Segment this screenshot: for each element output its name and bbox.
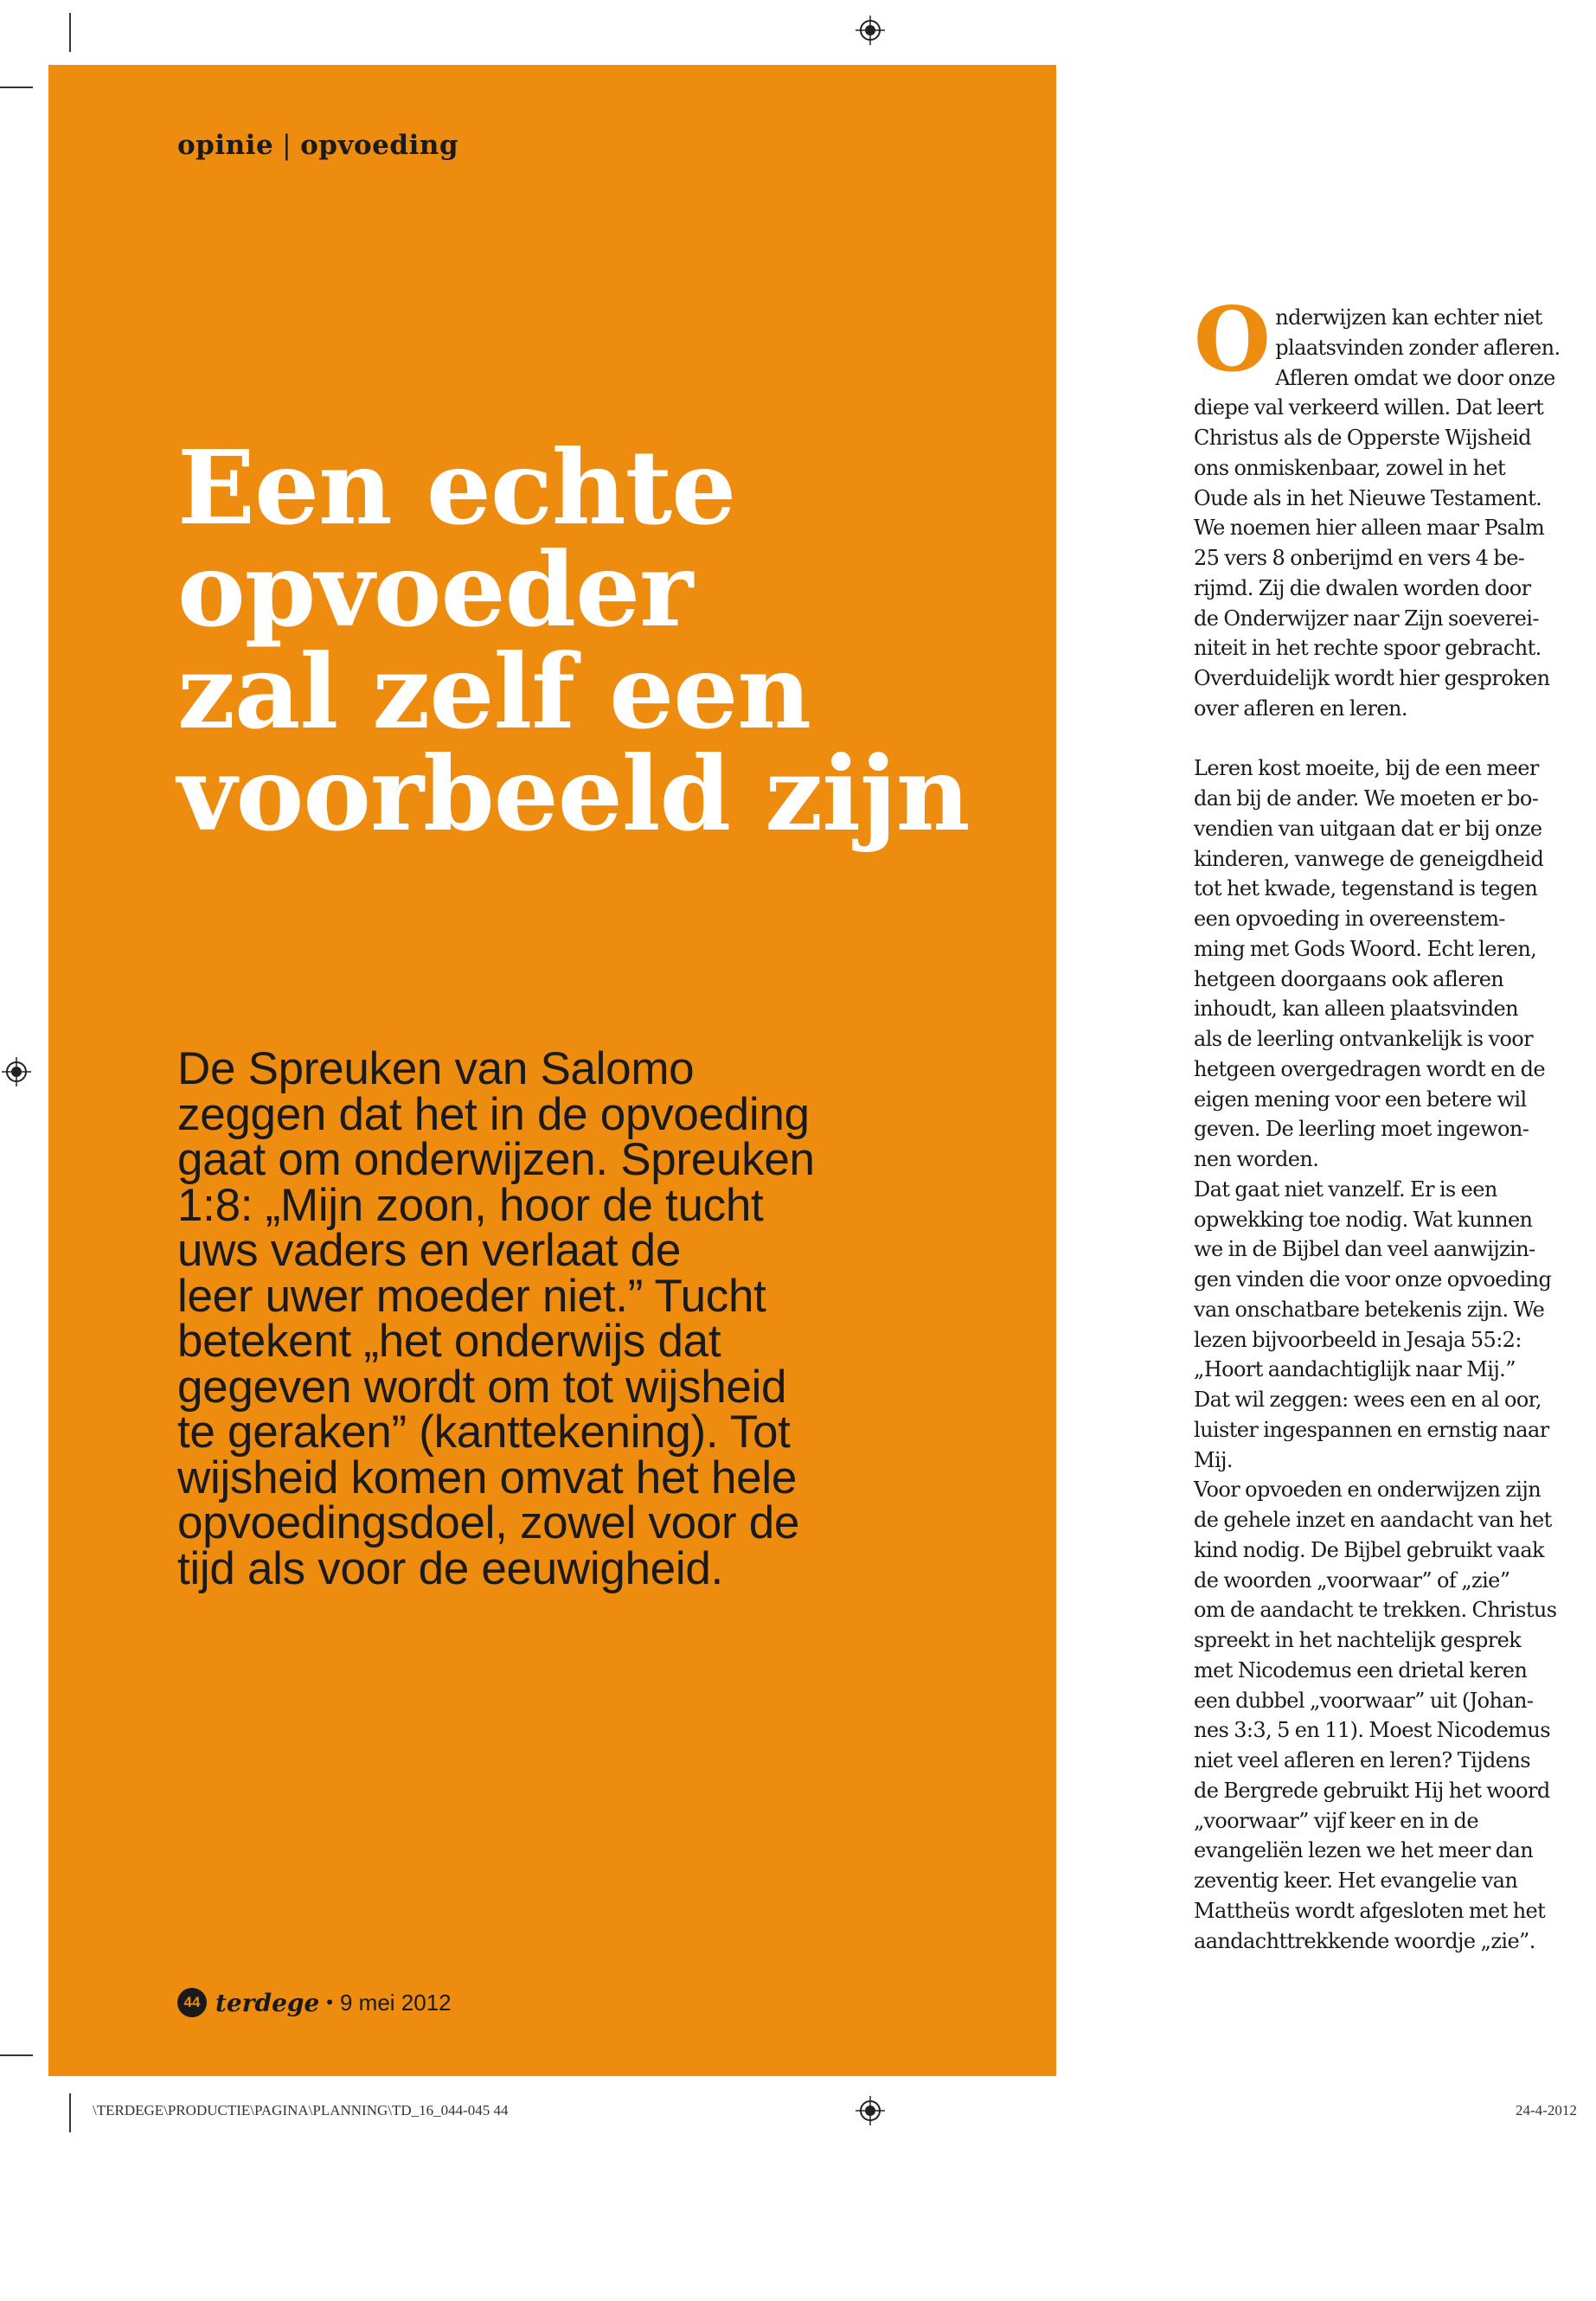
body-line: Leren kost moeite, bij de een meer xyxy=(1194,756,1539,781)
headline-line: voorbeeld zijn xyxy=(177,734,970,854)
body-line: Mattheüs wordt afgesloten met het xyxy=(1194,1898,1546,1923)
lead-line: betekent „het onderwijs dat xyxy=(177,1316,721,1367)
lead-line: leer uwer moeder niet.” Tucht xyxy=(177,1270,766,1322)
body-line: een dubbel „voorwaar” uit (Johan- xyxy=(1194,1688,1534,1713)
body-line: inhoudt, kan alleen plaatsvinden xyxy=(1194,997,1518,1022)
print-slug-path: \TERDEGE\PRODUCTIE\PAGINA\PLANNING\TD_16_044-045 44 xyxy=(93,2102,509,2118)
body-line: geven. De leerling moet ingewon- xyxy=(1194,1117,1529,1142)
section-label xyxy=(177,130,458,161)
body-line: hetgeen overgedragen wordt en de xyxy=(1194,1056,1545,1081)
body-line: nen worden. xyxy=(1194,1147,1319,1171)
body-line: Christus als de Opperste Wijsheid xyxy=(1194,426,1531,450)
body-line: de gehele inzet en aandacht van het xyxy=(1194,1508,1552,1532)
lead-paragraph xyxy=(177,1043,939,1594)
body-line: van onschatbare betekenis zijn. We xyxy=(1194,1297,1545,1322)
body-line: als de leerling ontvankelijk is voor xyxy=(1194,1027,1534,1051)
body-line: een opvoeding in overeenstem- xyxy=(1194,907,1505,931)
body-line: aandachttrekkende woordje „zie”. xyxy=(1194,1928,1535,1953)
section-separator: | xyxy=(282,130,292,161)
lead-line: wijsheid komen omvat het hele xyxy=(177,1452,798,1503)
section-category: opinie xyxy=(177,130,274,161)
body-line: diepe val verkeerd willen. Dat leert xyxy=(1194,395,1544,420)
print-slug-date: 24-4-2012 xyxy=(1516,2102,1577,2118)
body-line: tot het kwade, tegenstand is tegen xyxy=(1194,876,1538,901)
crop-mark-left-bottom xyxy=(0,2054,33,2056)
body-line: rijmd. Zij die dwalen worden door xyxy=(1194,575,1531,600)
body-line: de Bergrede gebruikt Hij het woord xyxy=(1194,1778,1550,1803)
body-line: om de aandacht te trekken. Christus xyxy=(1194,1598,1557,1623)
body-line: de Onderwijzer naar Zijn soeverei- xyxy=(1194,606,1539,631)
body-line: Mij. xyxy=(1194,1447,1233,1472)
body-line: kinderen, vanwege de geneigdheid xyxy=(1194,846,1544,871)
body-line: vendien van uitgaan dat er bij onze xyxy=(1194,816,1542,841)
paragraph-gap xyxy=(1194,724,1567,754)
body-line: eigen mening voor een betere wil xyxy=(1194,1086,1527,1112)
lead-line: tijd als voor de eeuwigheid. xyxy=(177,1542,723,1594)
body-line: hetgeen doorgaans ook afleren xyxy=(1194,966,1504,991)
page-number-badge: 44 xyxy=(177,1988,207,2017)
body-line: ons onmiskenbaar, zowel in het xyxy=(1194,455,1505,480)
bullet-separator: • xyxy=(326,1991,333,2013)
headline xyxy=(177,427,1025,854)
lead-line: gaat om onderwijzen. Spreuken xyxy=(177,1134,815,1185)
lead-line: gegeven wordt om tot wijsheid xyxy=(177,1361,787,1413)
body-line: we in de Bijbel dan veel aanwijzin- xyxy=(1194,1237,1535,1262)
issue-date: 9 mei 2012 xyxy=(340,1989,452,2016)
body-line: We noemen hier alleen maar Psalm xyxy=(1194,516,1545,541)
lead-line: opvoedingsdoel, zowel voor de xyxy=(177,1497,800,1548)
body-line: met Nicodemus een drietal keren xyxy=(1194,1657,1528,1682)
lead-line: De Spreuken van Salomo xyxy=(177,1043,695,1094)
lead-line: zeggen dat het in de opvoeding xyxy=(177,1088,810,1140)
section-topic: opvoeding xyxy=(300,130,459,161)
body-line: niteit in het rechte spoor gebracht. xyxy=(1194,636,1542,661)
body-line: luister ingespannen en ernstig naar xyxy=(1194,1417,1549,1442)
body-paragraph-2 xyxy=(1194,753,1567,1956)
lead-line: 1:8: „Mijn zoon, hoor de tucht xyxy=(177,1179,764,1231)
body-line: Oude als in het Nieuwe Testament. xyxy=(1194,485,1542,510)
body-line: Dat gaat niet vanzelf. Er is een xyxy=(1194,1176,1497,1202)
body-line: over afleren en leren. xyxy=(1194,695,1407,721)
body-line: dan bij de ander. We moeten er bo- xyxy=(1194,786,1539,811)
body-line: Afleren omdat we door onze xyxy=(1275,365,1555,390)
brand-logo: terdege xyxy=(215,1988,320,2017)
headline-line: opvoeder xyxy=(177,529,693,650)
body-line: Dat wil zeggen: wees een en al oor, xyxy=(1194,1388,1542,1412)
body-line: „voorwaar” vijf keer en in de xyxy=(1194,1808,1478,1833)
body-line: spreekt in het nachtelijk gesprek xyxy=(1194,1628,1522,1652)
body-line: kind nodig. De Bijbel gebruikt vaak xyxy=(1194,1537,1545,1562)
body-line: ming met Gods Woord. Echt leren, xyxy=(1194,936,1537,961)
body-line: Overduidelijk wordt hier gesproken xyxy=(1194,666,1550,690)
body-line: de woorden „voorwaar” of „zie” xyxy=(1194,1567,1510,1593)
body-line: lezen bijvoorbeeld in Jesaja 55:2: xyxy=(1194,1327,1522,1352)
crop-mark-top xyxy=(69,13,71,52)
registration-mark-left xyxy=(2,1057,31,1086)
lead-line: te geraken” (kanttekening). Tot xyxy=(177,1407,791,1458)
lead-line: uws vaders en verlaat de xyxy=(177,1225,682,1276)
drop-cap: O xyxy=(1194,288,1271,392)
body-line: opwekking toe nodig. Wat kunnen xyxy=(1194,1207,1533,1232)
body-line: nes 3:3, 5 en 11). Moest Nicodemus xyxy=(1194,1718,1550,1743)
body-line: 25 vers 8 onberijmd en vers 4 be- xyxy=(1194,546,1525,570)
magazine-footer xyxy=(177,1987,452,2018)
body-text-column xyxy=(1194,288,1567,1956)
headline-line: zal zelf een xyxy=(177,631,811,752)
body-line: zeventig keer. Het evangelie van xyxy=(1194,1868,1518,1893)
crop-mark-bottom xyxy=(69,2093,71,2132)
body-line: plaatsvinden zonder afleren. xyxy=(1275,335,1561,360)
registration-mark-bottom xyxy=(856,2096,885,2125)
body-line: gen vinden die voor onze opvoeding xyxy=(1194,1267,1552,1292)
body-line: niet veel afleren en leren? Tijdens xyxy=(1194,1748,1530,1772)
registration-mark-top xyxy=(856,16,885,45)
body-line: nderwijzen kan echter niet xyxy=(1275,305,1542,330)
body-line: Voor opvoeden en onderwijzen zijn xyxy=(1194,1477,1542,1503)
body-line: evangeliën lezen we het meer dan xyxy=(1194,1838,1534,1863)
crop-mark-left-top xyxy=(0,87,33,88)
headline-line: Een echte xyxy=(177,427,736,548)
body-line: „Hoort aandachtiglijk naar Mij.” xyxy=(1194,1357,1516,1382)
